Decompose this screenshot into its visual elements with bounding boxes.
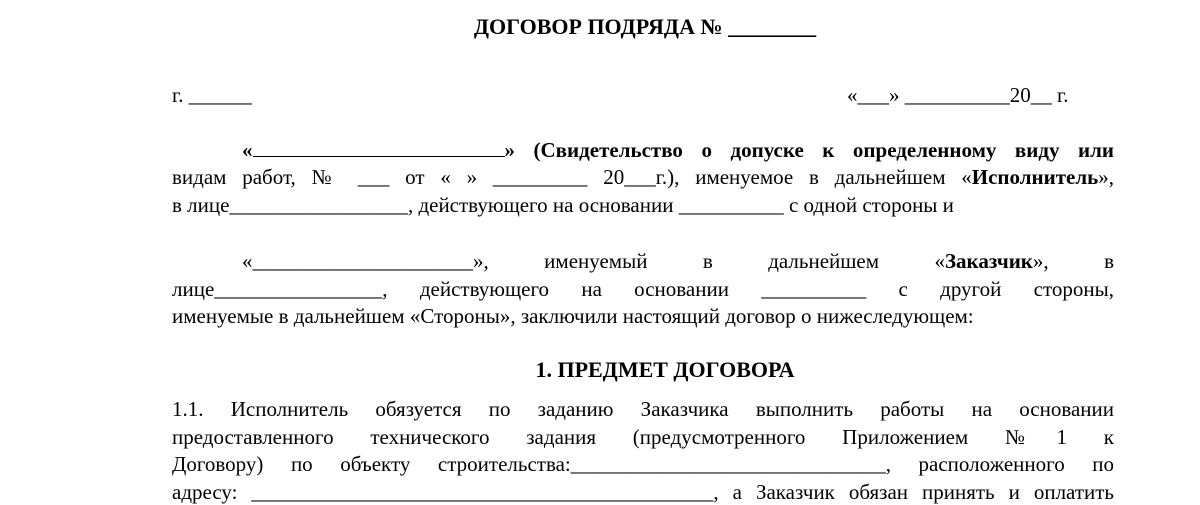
- party2-line1: [172, 248, 1114, 274]
- date-line: «___» __________20__ г.: [847, 83, 1069, 107]
- party1-line3: в лице_________________, действующего на основании __________ с одной стороны и: [172, 193, 954, 217]
- executor-term: Исполнитель: [971, 165, 1099, 189]
- customer-term: Заказчик: [944, 249, 1033, 273]
- section1-p1-line4: адресу: ____________________________________________, а Заказчик обязан принять и оплатить: [172, 480, 1114, 504]
- section1-p1-line1: 1.1. Исполнитель обязуется по заданию Заказчика выполнить работы на основании: [172, 397, 1114, 421]
- party2-line3: именуемые в дальнейшем «Стороны», заключили настоящий договор о нижеследующем:: [172, 304, 974, 328]
- party2-line1-text: «_____________________», именуемый в дальнейшем «: [242, 249, 945, 273]
- place-line: г. ______: [172, 83, 252, 107]
- party2-line1-end: », в: [1032, 249, 1114, 273]
- party1-line2-end: »,: [1098, 165, 1114, 189]
- party1-line2-text: видам работ, № ___ от « » _________ 20___г.), именуемое в дальнейшем «: [172, 165, 972, 189]
- party1-name-blank: [253, 138, 505, 157]
- section1-heading: 1. ПРЕДМЕТ ДОГОВОРА: [535, 357, 795, 382]
- party1-close-quote: » (Свидетельство о допуске к определенному виду или: [504, 138, 1114, 162]
- party1-line2: [172, 164, 1114, 190]
- section1-p1-line3: Договору) по объекту строительства:______________________________, расположенного по: [172, 452, 1114, 476]
- party2-line2: лице________________, действующего на основании __________ с другой стороны,: [172, 277, 1114, 301]
- document-title: ДОГОВОР ПОДРЯДА № ________: [473, 14, 817, 39]
- party1-open-quote: «: [242, 138, 253, 162]
- section1-p1-line2: предоставленного технического задания (предусмотренного Приложением №1 к: [172, 425, 1114, 449]
- party1-line1: [172, 137, 1114, 163]
